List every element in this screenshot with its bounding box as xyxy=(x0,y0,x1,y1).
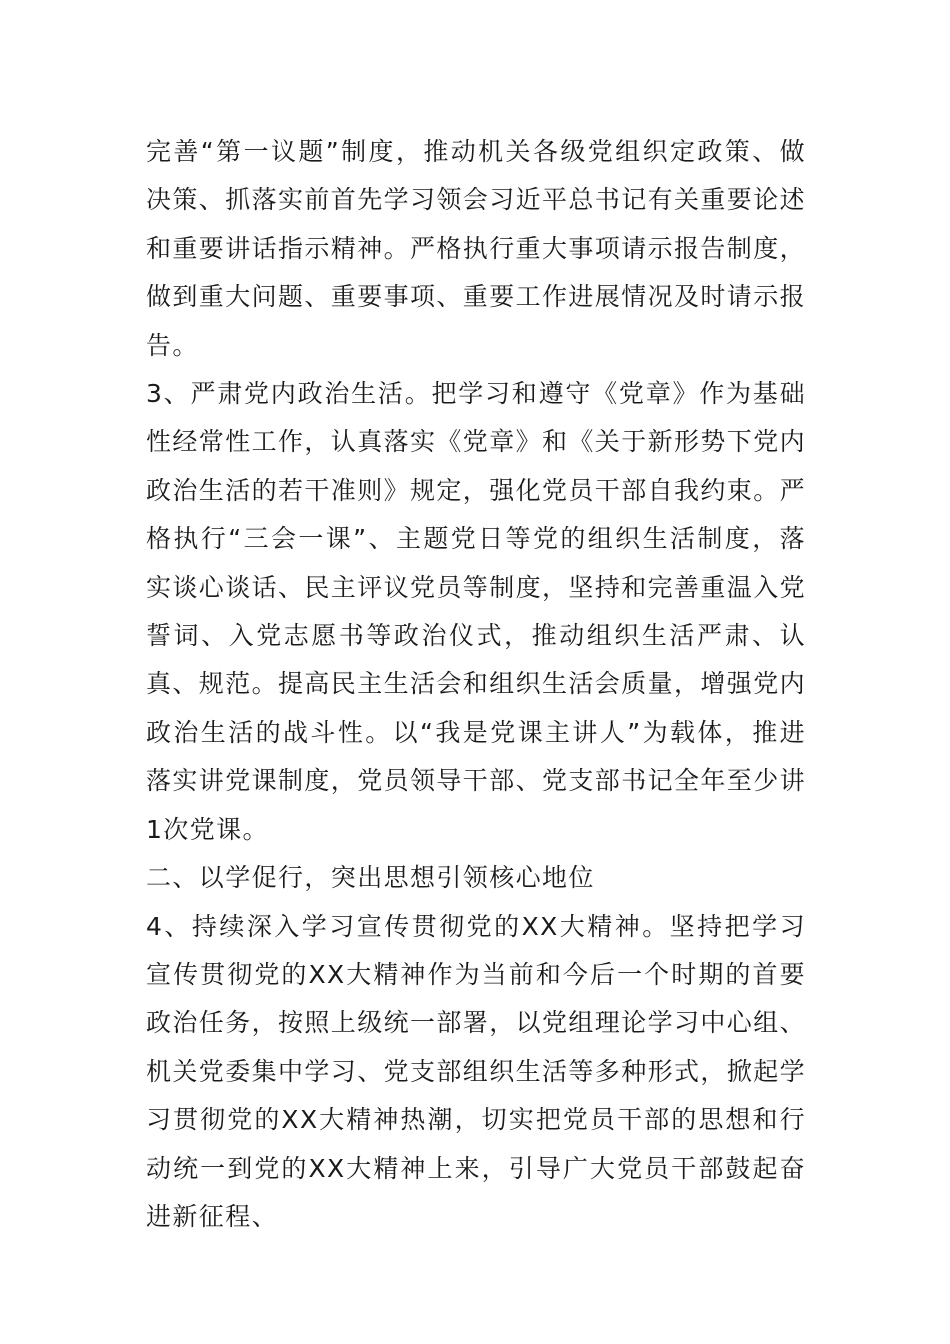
document-body xyxy=(146,128,806,1241)
paragraph-first-议题-continuation: 完善“第一议题”制度，推动机关各级党组织定政策、做决策、抓落实前首先学习领会习近平总书记有关重要论述和重要讲话指示精神。严格执行重大事项请示报告制度，做到重大问题、重要事项、重要工作进展情况及时请示报告。 xyxy=(146,137,807,360)
paragraph-item-4-study-spirit: 4、持续深入学习宣传贯彻党的XX大精神。坚持把学习宣传贯彻党的XX大精神作为当前和今后一个时期的首要政治任务，按照上级统一部署，以党组理论学习中心组、机关党委集中学习、党支部组织生活等多种形式，掀起学习贯彻党的XX大精神热潮，切实把党员干部的思想和行动统一到党的XX大精神上来，引导广大党员干部鼓起奋进新征程、 xyxy=(146,911,807,1231)
section-heading-2: 二、以学促行，突出思想引领核心地位 xyxy=(146,863,595,893)
paragraph-item-3-political-life: 3、严肃党内政治生活。把学习和遵守《党章》作为基础性经常性工作，认真落实《党章》和《关于新形势下党内政治生活的若干准则》规定，强化党员干部自我约束。严格执行“三会一课”、主题党日等党的组织生活制度，落实谈心谈话、民主评议党员等制度，坚持和完善重温入党誓词、入党志愿书等政治仪式，推动组织生活严肃、认真、规范。提高民主生活会和组织生活会质量，增强党内政治生活的战斗性。以“我是党课主讲人”为载体，推进落实讲党课制度，党员领导干部、党支部书记全年至少讲1次党课。 xyxy=(146,379,807,844)
